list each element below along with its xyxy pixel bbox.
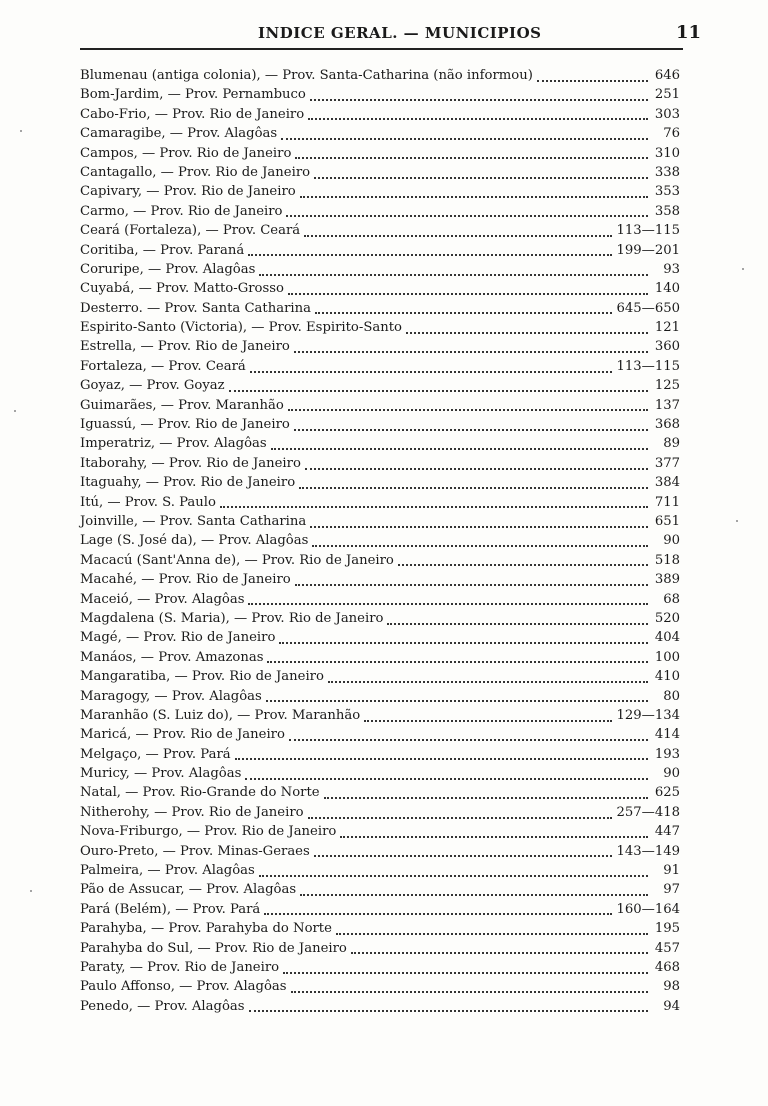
index-entry (80, 590, 680, 609)
entry-page-number: 98 (663, 979, 680, 995)
entry-name: Capivary, — Prov. Rio de Janeiro (80, 184, 296, 200)
entry-name: Paraty, — Prov. Rio de Janeiro (80, 959, 280, 975)
dot-leader (304, 225, 612, 237)
entry-page-number: 160—164 (616, 901, 680, 917)
index-entry (80, 279, 680, 298)
entry-page-number: 100 (654, 649, 680, 665)
index-entry (80, 919, 680, 938)
dot-leader (266, 690, 648, 702)
dot-leader (220, 496, 648, 508)
dot-leader (289, 729, 648, 741)
entry-name: Iguassú, — Prov. Rio de Janeiro (80, 417, 290, 433)
dot-leader (340, 826, 648, 838)
entry-name: Parahyba do Sul, — Prov. Rio de Janeiro (80, 940, 347, 956)
entry-name: Espirito-Santo (Victoria), — Prov. Espirito-Santo (80, 320, 402, 336)
entry-name: Campos, — Prov. Rio de Janeiro (80, 145, 292, 161)
entry-name: Itú, — Prov. S. Paulo (80, 494, 216, 510)
index-entry (80, 260, 680, 279)
entry-page-number: 121 (654, 320, 680, 336)
index-entry (80, 997, 680, 1016)
dot-leader (300, 884, 648, 896)
dot-leader (248, 244, 612, 256)
entry-page-number: 113—115 (616, 223, 680, 239)
paper-speck (736, 520, 738, 522)
dot-leader (336, 923, 648, 935)
entry-page-number: 140 (654, 281, 680, 297)
dot-leader (235, 748, 648, 760)
header-rule (80, 48, 683, 50)
entry-page-number: 414 (654, 727, 680, 743)
entry-name: Parahyba, — Prov. Parahyba do Norte (80, 921, 332, 937)
entry-name: Natal, — Prov. Rio-Grande do Norte (80, 785, 320, 801)
dot-leader (291, 981, 648, 993)
entry-name: Itaguahy, — Prov. Rio de Janeiro (80, 475, 296, 491)
dot-leader (308, 807, 613, 819)
index-entry (80, 182, 680, 201)
index-entry (80, 570, 680, 589)
index-entry (80, 958, 680, 977)
entry-page-number: 195 (654, 921, 680, 937)
entry-page-number: 94 (663, 998, 680, 1014)
index-entry (80, 357, 680, 376)
dot-leader (288, 283, 648, 295)
entry-page-number: 646 (654, 68, 680, 83)
entry-page-number: 143—149 (616, 843, 680, 859)
entry-page-number: 368 (654, 417, 680, 433)
dot-leader (283, 962, 648, 974)
entry-page-number: 358 (654, 203, 680, 219)
entry-name: Bom-Jardim, — Prov. Pernambuco (80, 87, 306, 103)
entry-name: Magdalena (S. Maria), — Prov. Rio de Janeiro (80, 610, 384, 626)
index-entry (80, 725, 680, 744)
entry-name: Macacú (Sant'Anna de), — Prov. Rio de Janeiro (80, 552, 394, 568)
entry-page-number: 257—418 (616, 804, 680, 820)
index-entry (80, 493, 680, 512)
index-entry (80, 202, 680, 221)
dot-leader (248, 593, 648, 605)
paper-speck (14, 410, 16, 412)
entry-page-number: 199—201 (616, 242, 680, 258)
entry-page-number: 90 (663, 766, 680, 782)
entry-page-number: 711 (654, 494, 680, 510)
dot-leader (310, 89, 648, 101)
entry-page-number: 389 (654, 572, 680, 588)
entry-name: Nova-Friburgo, — Prov. Rio de Janeiro (80, 824, 337, 840)
dot-leader (271, 438, 648, 450)
entry-page-number: 518 (654, 552, 680, 568)
index-entry (80, 880, 680, 899)
dot-leader (312, 535, 648, 547)
page-title: INDICE GERAL. — MUNICIPIOS (258, 24, 542, 42)
entry-name: Magé, — Prov. Rio de Janeiro (80, 630, 276, 646)
entry-page-number: 137 (654, 397, 680, 413)
dot-leader (264, 903, 612, 915)
index-entry (80, 822, 680, 841)
entry-page-number: 410 (654, 669, 680, 685)
entry-page-number: 377 (654, 455, 680, 471)
dot-leader (314, 167, 648, 179)
entry-page-number: 97 (663, 882, 680, 898)
entry-name: Estrella, — Prov. Rio de Janeiro (80, 339, 290, 355)
entry-page-number: 468 (654, 959, 680, 975)
entry-name: Cabo-Frio, — Prov. Rio de Janeiro (80, 106, 305, 122)
dot-leader (295, 574, 648, 586)
index-entry (80, 163, 680, 182)
entry-page-number: 125 (654, 378, 680, 394)
dot-leader (310, 516, 648, 528)
index-entry (80, 687, 680, 706)
dot-leader (406, 322, 648, 334)
index-entry (80, 667, 680, 686)
entry-page-number: 113—115 (616, 358, 680, 374)
entry-name: Joinville, — Prov. Santa Catharina (80, 513, 307, 529)
entry-page-number: 129—134 (616, 707, 680, 723)
entry-name: Penedo, — Prov. Alagôas (80, 998, 245, 1014)
entry-name: Imperatriz, — Prov. Alagôas (80, 436, 267, 452)
entry-name: Nitherohy, — Prov. Rio de Janeiro (80, 804, 304, 820)
index-entry (80, 434, 680, 453)
entry-name: Fortaleza, — Prov. Ceará (80, 358, 246, 374)
entry-name: Guimarães, — Prov. Maranhão (80, 397, 284, 413)
entry-name: Coruripe, — Prov. Alagôas (80, 261, 256, 277)
entry-name: Maragogy, — Prov. Alagôas (80, 688, 262, 704)
index-entry (80, 473, 680, 492)
dot-leader (259, 264, 648, 276)
index-entry (80, 861, 680, 880)
dot-leader (314, 845, 613, 857)
dot-leader (315, 302, 613, 314)
index-entry (80, 900, 680, 919)
index-entry (80, 551, 680, 570)
entry-name: Pará (Belém), — Prov. Pará (80, 901, 261, 917)
entry-name: Manáos, — Prov. Amazonas (80, 649, 264, 665)
index-entry (80, 977, 680, 996)
index-entry (80, 512, 680, 531)
entry-page-number: 91 (663, 863, 680, 879)
entry-name: Maricá, — Prov. Rio de Janeiro (80, 727, 285, 743)
entry-name: Palmeira, — Prov. Alagôas (80, 863, 255, 879)
entry-page-number: 457 (654, 940, 680, 956)
entry-page-number: 447 (654, 824, 680, 840)
index-entry (80, 337, 680, 356)
paper-speck (742, 268, 744, 270)
entry-name: Mangaratiba, — Prov. Rio de Janeiro (80, 669, 324, 685)
index-entry (80, 105, 680, 124)
dot-leader (300, 186, 648, 198)
dot-leader (295, 147, 648, 159)
entry-name: Pão de Assucar, — Prov. Alagôas (80, 882, 297, 898)
dot-leader (286, 205, 648, 217)
dot-leader (267, 651, 648, 663)
entry-name: Ouro-Preto, — Prov. Minas-Geraes (80, 843, 310, 859)
index-entry (80, 531, 680, 550)
entry-page-number: 89 (663, 436, 680, 452)
index-entry (80, 706, 680, 725)
entry-page-number: 193 (654, 746, 680, 762)
entry-page-number: 93 (663, 261, 680, 277)
page-number: 11 (676, 22, 702, 43)
index-entry (80, 144, 680, 163)
dot-leader (250, 361, 613, 373)
dot-leader (387, 613, 648, 625)
entry-name: Desterro. — Prov. Santa Catharina (80, 300, 311, 316)
entry-page-number: 90 (663, 533, 680, 549)
dot-leader (308, 108, 648, 120)
dot-leader (281, 128, 648, 140)
index-entry (80, 764, 680, 783)
dot-leader (245, 768, 648, 780)
dot-leader (324, 787, 648, 799)
index-entry (80, 124, 680, 143)
entry-page-number: 353 (654, 184, 680, 200)
index-entry (80, 66, 680, 85)
entry-name: Cantagallo, — Prov. Rio de Janeiro (80, 164, 311, 180)
entry-page-number: 338 (654, 164, 680, 180)
index-entry (80, 299, 680, 318)
entry-name: Muricy, — Prov. Alagôas (80, 766, 242, 782)
index-entry (80, 783, 680, 802)
entry-page-number: 384 (654, 475, 680, 491)
entry-page-number: 76 (663, 126, 680, 142)
entry-name: Cuyabá, — Prov. Matto-Grosso (80, 281, 284, 297)
index-entry (80, 241, 680, 260)
entry-name: Macahé, — Prov. Rio de Janeiro (80, 572, 291, 588)
dot-leader (259, 865, 648, 877)
entry-name: Maranhão (S. Luiz do), — Prov. Maranhão (80, 707, 361, 723)
entry-page-number: 68 (663, 591, 680, 607)
page-header (0, 22, 768, 46)
dot-leader (294, 419, 648, 431)
index-entry (80, 842, 680, 861)
index-entry (80, 318, 680, 337)
dot-leader (351, 942, 648, 954)
paper-speck (30, 890, 32, 892)
index-entry (80, 85, 680, 104)
index-entry (80, 939, 680, 958)
entry-page-number: 651 (654, 513, 680, 529)
dot-leader (249, 1000, 648, 1012)
entry-name: Goyaz, — Prov. Goyaz (80, 378, 225, 394)
entry-page-number: 625 (654, 785, 680, 801)
entry-page-number: 360 (654, 339, 680, 355)
dot-leader (229, 380, 648, 392)
dot-leader (294, 341, 648, 353)
dot-leader (288, 399, 648, 411)
entry-name: Ceará (Fortaleza), — Prov. Ceará (80, 223, 301, 239)
entry-page-number: 303 (654, 106, 680, 122)
paper-speck (20, 130, 22, 132)
index-entry (80, 648, 680, 667)
entry-name: Carmo, — Prov. Rio de Janeiro (80, 203, 283, 219)
index-entry (80, 628, 680, 647)
dot-leader (364, 710, 612, 722)
entry-page-number: 520 (654, 610, 680, 626)
index-entry (80, 221, 680, 240)
index-entry (80, 454, 680, 473)
entry-page-number: 645—650 (616, 300, 680, 316)
entry-page-number: 310 (654, 145, 680, 161)
index-entry (80, 803, 680, 822)
entry-name: Maceió, — Prov. Alagôas (80, 591, 245, 607)
dot-leader (299, 477, 648, 489)
dot-leader (328, 671, 648, 683)
entry-name: Camaragibe, — Prov. Alagôas (80, 126, 278, 142)
entry-page-number: 80 (663, 688, 680, 704)
entry-name: Paulo Affonso, — Prov. Alagôas (80, 979, 287, 995)
dot-leader (537, 70, 648, 82)
index-entry (80, 376, 680, 395)
entry-name: Blumenau (antiga colonia), — Prov. Santa-Catharina (não informou) (80, 68, 533, 83)
dot-leader (279, 632, 648, 644)
entry-name: Melgaço, — Prov. Pará (80, 746, 231, 762)
entry-page-number: 404 (654, 630, 680, 646)
entry-name: Lage (S. José da), — Prov. Alagôas (80, 533, 309, 549)
entry-page-number: 251 (654, 87, 680, 103)
index-entry (80, 396, 680, 415)
entry-name: Itaborahy, — Prov. Rio de Janeiro (80, 455, 301, 471)
index-entry (80, 415, 680, 434)
dot-leader (398, 554, 648, 566)
dot-leader (305, 458, 648, 470)
index-entry (80, 745, 680, 764)
index-entries-list (80, 66, 680, 1016)
entry-name: Coritiba, — Prov. Paraná (80, 242, 245, 258)
index-entry (80, 609, 680, 628)
